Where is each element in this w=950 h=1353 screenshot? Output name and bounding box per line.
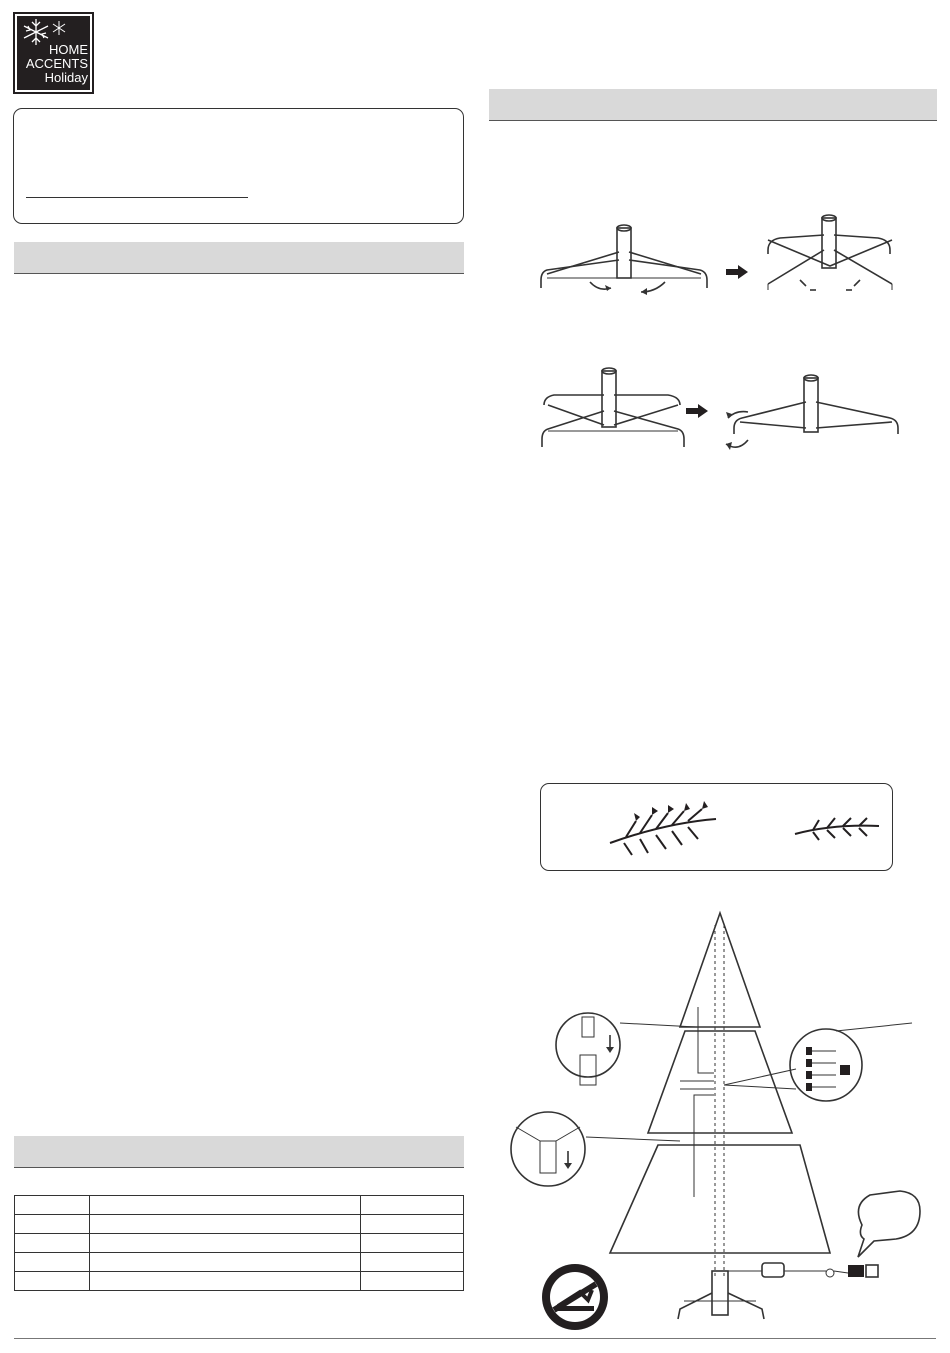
- brand-line-2: ACCENTS: [25, 56, 88, 71]
- brand-logo: [13, 12, 94, 94]
- brand-line-1: HOME: [49, 42, 88, 57]
- section-bar-right-top: [489, 89, 937, 121]
- table-row: [15, 1234, 464, 1253]
- stand-open-illustration: [760, 210, 900, 300]
- no-climbing-icon: [540, 1262, 610, 1332]
- branch-shaping-box: [540, 783, 893, 871]
- spec-table: [14, 1195, 464, 1291]
- stand-folded-illustration: [535, 222, 715, 302]
- stand-legs-illustration: [538, 365, 688, 455]
- table-row: [15, 1253, 464, 1272]
- footer-rule: [14, 1338, 936, 1339]
- section-bar-left-bottom: [14, 1136, 464, 1168]
- right-arrow-icon: [726, 265, 748, 279]
- table-row: [15, 1215, 464, 1234]
- section-bar-left-top: [14, 242, 464, 274]
- branch-flat-icon: [793, 814, 883, 844]
- table-row: [15, 1272, 464, 1291]
- info-box: [13, 108, 464, 224]
- stand-assembled-illustration: [718, 372, 908, 462]
- snowflake-small-icon: [51, 20, 67, 36]
- branch-fluffed-icon: [606, 799, 726, 859]
- right-arrow-icon: [686, 404, 708, 418]
- brand-line-3: Holiday: [44, 70, 88, 85]
- table-row: [15, 1196, 464, 1215]
- signature-line: [26, 197, 248, 198]
